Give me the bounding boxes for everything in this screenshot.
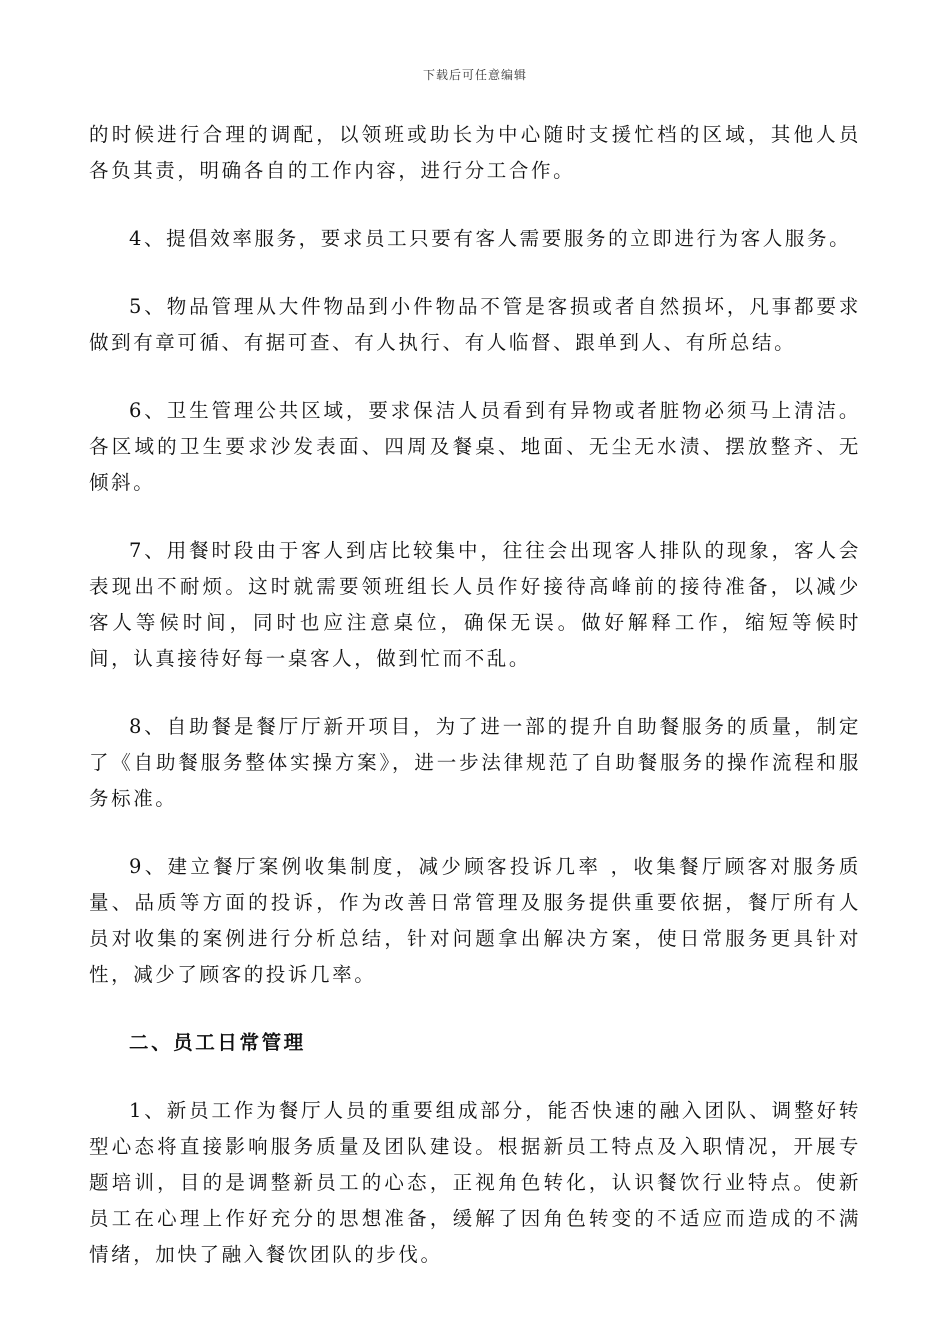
paragraph-item-9: 9、建立餐厅案例收集制度，减少顾客投诉几率 ，收集餐厅顾客对服务质量、品质等方面的投诉，作为改善日常管理及服务提供重要依据，餐厅所有人员对收集的案例进行分析总结，针对问题拿出解决方案，使日常服务更具针对性，减少了顾客的投诉几率。 (89, 855, 861, 986)
paragraph-item-8: 8、自助餐是餐厅厅新开项目，为了进一部的提升自助餐服务的质量，制定了《自助餐服务整体实操方案》，进一步法律规范了自助餐服务的操作流程和服务标准。 (89, 715, 861, 810)
paragraph-item-7: 7、用餐时段由于客人到店比较集中，往往会出现客人排队的现象，客人会表现出不耐烦。这时就需要领班组长人员作好接待高峰前的接待准备，以减少客人等候时间，同时也应注意桌位，确保无误。做好解释工作，缩短等候时间，认真接待好每一桌客人，做到忙而不乱。 (89, 539, 861, 670)
paragraph-item-5: 5、物品管理从大件物品到小件物品不管是客损或者自然损坏，凡事都要求做到有章可循、有据可查、有人执行、有人临督、跟单到人、有所总结。 (89, 295, 861, 354)
paragraph-item-4: 4、提倡效率服务，要求员工只要有客人需要服务的立即进行为客人服务。 (128, 227, 852, 250)
page-header: 下载后可任意编辑 (422, 68, 527, 82)
document-body (89, 117, 861, 1305)
section-paragraph-item-1: 1、新员工作为餐厅人员的重要组成部分，能否快速的融入团队、调整好转型心态将直接影响服务质量及团队建设。根据新员工特点及入职情况，开展专题培训，目的是调整新员工的心态，正视角色转化，认识餐饮行业特点。使新员工在心理上作好充分的思想准备，缓解了因角色转变的不适应而造成的不满情绪，加快了融入餐饮团队的步伐。 (89, 1099, 861, 1266)
paragraph-continued: 的时候进行合理的调配，以领班或助长为中心随时支援忙档的区域，其他人员各负其责，明确各自的工作内容，进行分工合作。 (89, 123, 861, 182)
section-heading: 二、员工日常管理 (128, 1031, 306, 1054)
paragraph-item-6: 6、卫生管理公共区域，要求保洁人员看到有异物或者脏物必须马上清洁。各区域的卫生要求沙发表面、四周及餐桌、地面、无尘无水渍、摆放整齐、无倾斜。 (89, 399, 861, 494)
